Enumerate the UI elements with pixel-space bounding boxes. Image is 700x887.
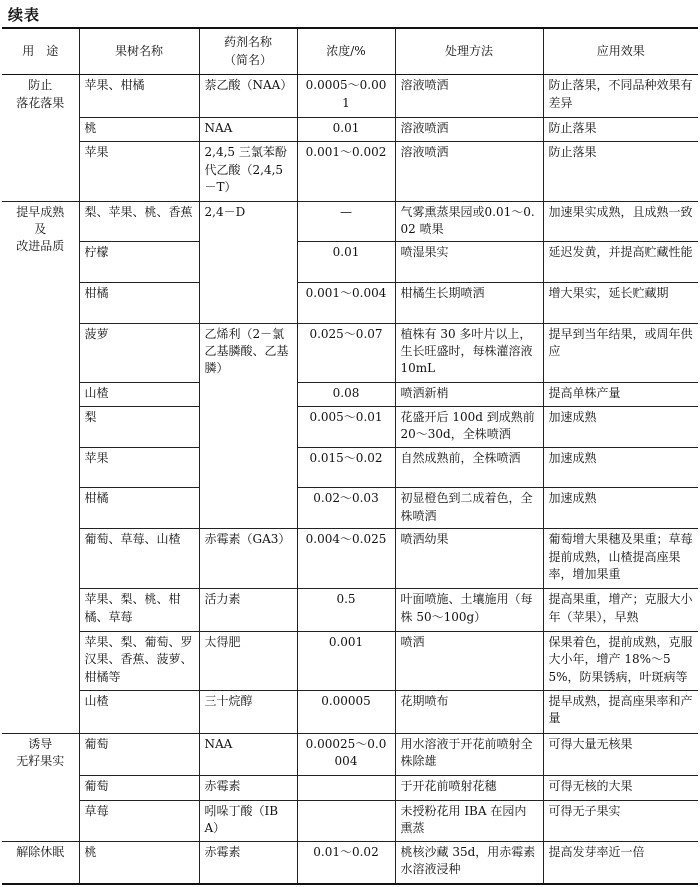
conc-cell: 0.5 [297,589,395,632]
table-row [2,776,698,800]
conc-cell: 0.015～0.02 [297,447,395,488]
table-row [2,529,698,589]
method-cell: 植株有 30 多叶片以上，生长旺盛时，每株灌溶液 10mL [395,323,543,382]
group-seedless: 诱导 无籽果实 [2,733,79,841]
effect-cell: 增大果实，延长贮藏期 [543,282,698,323]
method-cell: 溶液喷洒 [395,75,543,118]
fruit-cell: 葡萄 [79,733,199,776]
effect-cell: 加速成熟 [543,407,698,448]
method-cell: 溶液喷洒 [395,118,543,142]
conc-cell: 0.00025～0.0004 [297,733,395,776]
conc-cell: — [297,201,395,242]
table-row [2,631,698,690]
drug-cell: 太得肥 [199,631,297,690]
drug-cell: 赤霉素 [199,841,297,884]
effect-cell: 可得大量无核果 [543,733,698,776]
header-fruit: 果树名称 [79,28,199,75]
drug-cell: 赤霉素（GA3） [199,529,297,589]
table-row [2,800,698,841]
effect-cell: 提高发芽率近一倍 [543,841,698,884]
table-row [2,589,698,632]
method-cell: 叶面喷施、土壤施用（每株 50～100g） [395,589,543,632]
drug-cell: 2,4,5 三氯苯酚代乙酸（2,4,5－T） [199,142,297,201]
fruit-cell: 桃 [79,841,199,884]
conc-cell: 0.001 [297,631,395,690]
method-cell: 喷湿果实 [395,242,543,283]
fruit-cell: 柠檬 [79,242,199,283]
drug-cell: 乙烯利（2－氯乙基膦酸、乙基膦） [199,323,297,529]
drug-cell: 活力素 [199,589,297,632]
fruit-cell: 柑橘 [79,282,199,323]
table-row [2,75,698,118]
method-cell: 于开花前喷射花穗 [395,776,543,800]
table-row [2,690,698,733]
header-row [2,28,698,75]
fruit-cell: 苹果 [79,142,199,201]
conc-cell: 0.001～0.002 [297,142,395,201]
method-cell: 喷洒 [395,631,543,690]
header-use: 用 途 [2,28,79,75]
table-row [2,407,698,448]
table-row [2,488,698,529]
fruit-cell: 苹果、柑橘 [79,75,199,118]
effect-cell: 提高果重，增产；克服大小年（苹果），早熟 [543,589,698,632]
fruit-cell: 山楂 [79,690,199,733]
table-row [2,323,698,382]
drug-cell: 三十烷醇 [199,690,297,733]
conc-cell: 0.01～0.02 [297,841,395,884]
conc-cell: 0.0005～0.001 [297,75,395,118]
effect-cell: 防止落果，不同品种效果有差异 [543,75,698,118]
drug-cell: 吲哚丁酸（IBA） [199,800,297,841]
conc-cell: 0.025～0.07 [297,323,395,382]
effect-cell: 提高单株产量 [543,382,698,406]
effect-cell: 加速成熟 [543,447,698,488]
fruit-cell: 梨 [79,407,199,448]
drug-cell: 赤霉素 [199,776,297,800]
conc-cell: 0.004～0.025 [297,529,395,589]
effect-cell: 提早到当年结果，或周年供应 [543,323,698,382]
conc-cell: 0.001～0.004 [297,282,395,323]
table-row [2,201,698,242]
table-caption: 续表 [8,6,41,24]
effect-cell: 可得无核的大果 [543,776,698,800]
effect-cell: 保果着色，提前成熟，克服大小年，增产 18%～55%，防果锈病，叶斑病等 [543,631,698,690]
conc-cell: 0.01 [297,242,395,283]
fruit-cell: 苹果、梨、桃、柑橘、草莓 [79,589,199,632]
drug-cell: NAA [199,118,297,142]
method-cell: 用水溶液于开花前喷射全株除雄 [395,733,543,776]
table-row [2,841,698,884]
effect-cell: 可得无子果实 [543,800,698,841]
drug-cell: NAA [199,733,297,776]
group-early-ripening: 提早成熟 及 改进品质 [2,201,79,733]
table-row [2,142,698,201]
header-effect: 应用效果 [543,28,698,75]
conc-cell: 0.08 [297,382,395,406]
conc-cell: 0.00005 [297,690,395,733]
method-cell: 溶液喷洒 [395,142,543,201]
drug-cell: 萘乙酸（NAA） [199,75,297,118]
method-cell: 喷洒新梢 [395,382,543,406]
method-cell: 柑橘生长期喷洒 [395,282,543,323]
data-table [2,27,698,885]
conc-cell: 0.02～0.03 [297,488,395,529]
table-row [2,733,698,776]
fruit-cell: 梨、苹果、桃、香蕉 [79,201,199,242]
fruit-cell: 山楂 [79,382,199,406]
effect-cell: 延迟发黄，并提高贮藏性能 [543,242,698,283]
conc-cell [297,800,395,841]
effect-cell: 防止落果 [543,118,698,142]
table-row [2,118,698,142]
conc-cell: 0.005～0.01 [297,407,395,448]
conc-cell: 0.01 [297,118,395,142]
method-cell: 初显橙色到二成着色，全株喷洒 [395,488,543,529]
effect-cell: 防止落果 [543,142,698,201]
table-row [2,447,698,488]
table-row [2,242,698,283]
method-cell: 自然成熟前，全株喷洒 [395,447,543,488]
table-row [2,282,698,323]
method-cell: 喷洒幼果 [395,529,543,589]
fruit-cell: 草莓 [79,800,199,841]
effect-cell: 加速成熟 [543,488,698,529]
fruit-cell: 菠萝 [79,323,199,382]
fruit-cell: 葡萄、草莓、山楂 [79,529,199,589]
effect-cell: 提早成熟，提高座果率和产量 [543,690,698,733]
effect-cell: 加速果实成熟，且成熟一致 [543,201,698,242]
conc-cell [297,776,395,800]
method-cell: 气雾熏蒸果园或0.01～0.02 喷果 [395,201,543,242]
method-cell: 花期喷布 [395,690,543,733]
fruit-cell: 苹果、梨、葡萄、罗汉果、香蕉、菠萝、柑橘等 [79,631,199,690]
table-row [2,382,698,406]
fruit-cell: 葡萄 [79,776,199,800]
fruit-cell: 桃 [79,118,199,142]
group-break-dormancy: 解除休眠 [2,841,79,884]
method-cell: 未授粉花用 IBA 在园内熏蒸 [395,800,543,841]
header-drug: 药剂名称 （简名） [199,28,297,75]
method-cell: 桃核沙藏 35d，用赤霉素水溶液浸种 [395,841,543,884]
header-method: 处理方法 [395,28,543,75]
header-conc: 浓度/% [297,28,395,75]
method-cell: 花盛开后 100d 到成熟前 20～30d，全株喷洒 [395,407,543,448]
effect-cell: 葡萄增大果穗及果重；草莓提前成熟，山楂提高座果率，增加果重 [543,529,698,589]
group-prevent-drop: 防止 落花落果 [2,75,79,201]
drug-cell: 2,4－D [199,201,297,323]
fruit-cell: 苹果 [79,447,199,488]
fruit-cell: 柑橘 [79,488,199,529]
